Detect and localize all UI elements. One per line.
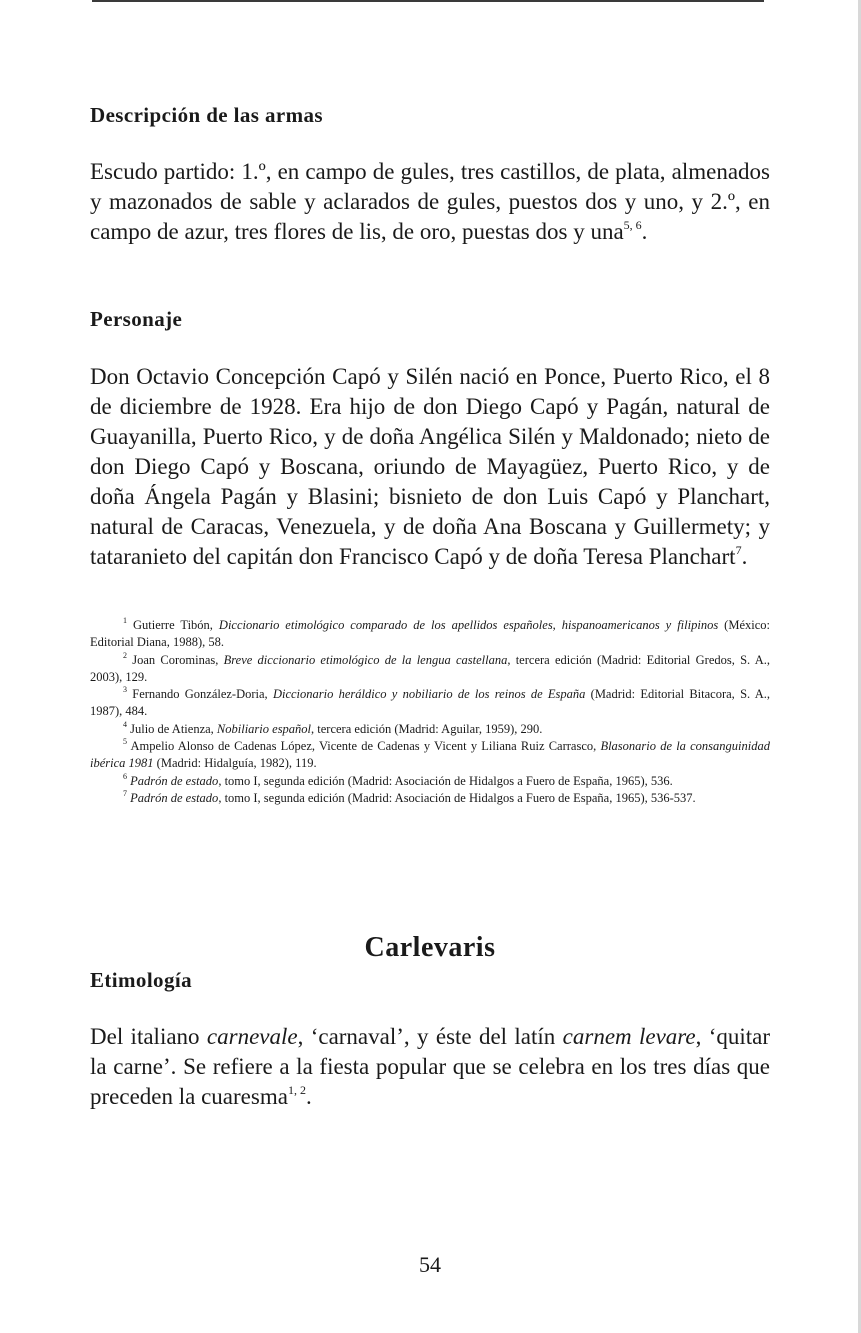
etimologia-term: carnem levare (562, 1024, 696, 1049)
top-rule (92, 0, 764, 2)
footnote-number: 4 (123, 719, 127, 729)
footnote-number: 1 (123, 616, 127, 625)
footnote-title: Blasonario de la consanguinidad ibérica 1981 (90, 739, 770, 771)
footnote-4 (90, 721, 770, 738)
footnote-title: Padrón de estado (130, 773, 219, 788)
footnote-title: Padrón de estado (130, 790, 219, 805)
footnote-author: Joan Corominas, (132, 652, 224, 667)
etimologia-text: Del italiano (90, 1024, 207, 1049)
footnote-number: 6 (123, 771, 127, 781)
paragraph-armas (90, 157, 770, 247)
heading-descripcion-armas: Descripción de las armas (90, 103, 323, 127)
page-number: 54 (419, 1252, 441, 1277)
footnote-rest: (Madrid: Hidalguía, 1982), 119. (153, 756, 317, 771)
footnote-rest: , tomo I, segunda edición (Madrid: Asociación de Hidalgos a Fuero de España, 1965), 536-537. (218, 790, 696, 805)
footnote-rest: , tomo I, segunda edición (Madrid: Asociación de Hidalgos a Fuero de España, 1965), 536. (218, 773, 673, 788)
footnote-1 (90, 617, 770, 652)
footnote-5 (90, 738, 770, 773)
footnote-number: 3 (123, 685, 127, 695)
heading-etimologia: Etimología (90, 968, 192, 992)
footnote-ref: 5, 6 (623, 218, 642, 232)
footnote-ref: 1, 2 (287, 1083, 306, 1097)
footnote-author: Gutierre Tibón, (132, 618, 219, 632)
footnote-rest: , tercera edición (Madrid: Aguilar, 1959), 290. (311, 721, 543, 736)
footnote-rest: , tercera edición (Madrid: Editorial Gredos, S. A., 2003), 129. (90, 652, 771, 684)
footnote-author: Fernando González-Doria, (132, 687, 273, 702)
chapter-title: Carlevaris (364, 932, 496, 963)
paragraph-etimologia (90, 1022, 770, 1112)
footnote-7 (90, 790, 770, 807)
footnote-title: Diccionario etimológico comparado de los apellidos españoles, hispanoamericanos y filipinos (218, 618, 719, 632)
footnote-number: 7 (123, 788, 127, 798)
footnote-2 (90, 652, 770, 687)
etimologia-term: carnevale (206, 1024, 298, 1049)
etimologia-text: , ‘carnaval’, y éste del latín (297, 1024, 563, 1049)
heading-personaje: Personaje (90, 307, 183, 331)
armas-end: . (641, 219, 648, 244)
etimologia-end: . (305, 1084, 312, 1109)
footnote-number: 5 (123, 737, 127, 747)
footnote-title: Breve diccionario etimológico de la lengua castellana (223, 652, 508, 667)
paragraph-personaje (90, 362, 770, 572)
footnote-author: Julio de Atienza, (130, 721, 217, 736)
footnote-rest: (México: Editorial Diana, 1988), 58. (90, 618, 771, 650)
footnote-6 (90, 773, 770, 790)
footnote-title: Nobiliario español (216, 721, 312, 736)
footnote-3 (90, 686, 770, 721)
footnote-rest: (Madrid: Editorial Bitacora, S. A., 1987), 484. (90, 687, 770, 719)
personaje-end: . (741, 544, 748, 569)
etimologia-text: , ‘quitar la carne’. Se refiere a la fiesta popular que se celebra en los tres días que preceden la cuaresma (90, 1024, 771, 1109)
footnote-ref: 7 (735, 543, 742, 557)
footnote-title: Diccionario heráldico y nobiliario de los reinos de España (272, 687, 586, 702)
footnote-author: Ampelio Alonso de Cadenas López, Vicente de Cadenas y Vicent y Liliana Ruiz Carrasco, (130, 739, 601, 754)
armas-text: Escudo partido: 1.º, en campo de gules, tres castillos, de plata, almenados y mazonados de sable y aclarados de gules, puestos dos y uno, y 2.º, en campo de azur, tres flores de lis, de oro, puestas dos y una (90, 159, 770, 244)
footnotes (90, 617, 770, 807)
personaje-text: Don Octavio Concepción Capó y Silén nació en Ponce, Puerto Rico, el 8 de diciembre de 1928. Era hijo de don Diego Capó y Pagán, natural de Guayanilla, Puerto Rico, y de doña Angélica Silén y Maldonado; nieto de don Diego Capó y Boscana, oriundo de Mayagüez, Puerto Rico, y de doña Ángela Pagán y Blasini; bisnieto de don Luis Capó y Planchart, natural de Caracas, Venezuela, y de doña Ana Boscana y Guillermety; y tataranieto del capitán don Francisco Capó y de doña Teresa Planchart (90, 364, 770, 569)
footnote-number: 2 (123, 650, 127, 660)
